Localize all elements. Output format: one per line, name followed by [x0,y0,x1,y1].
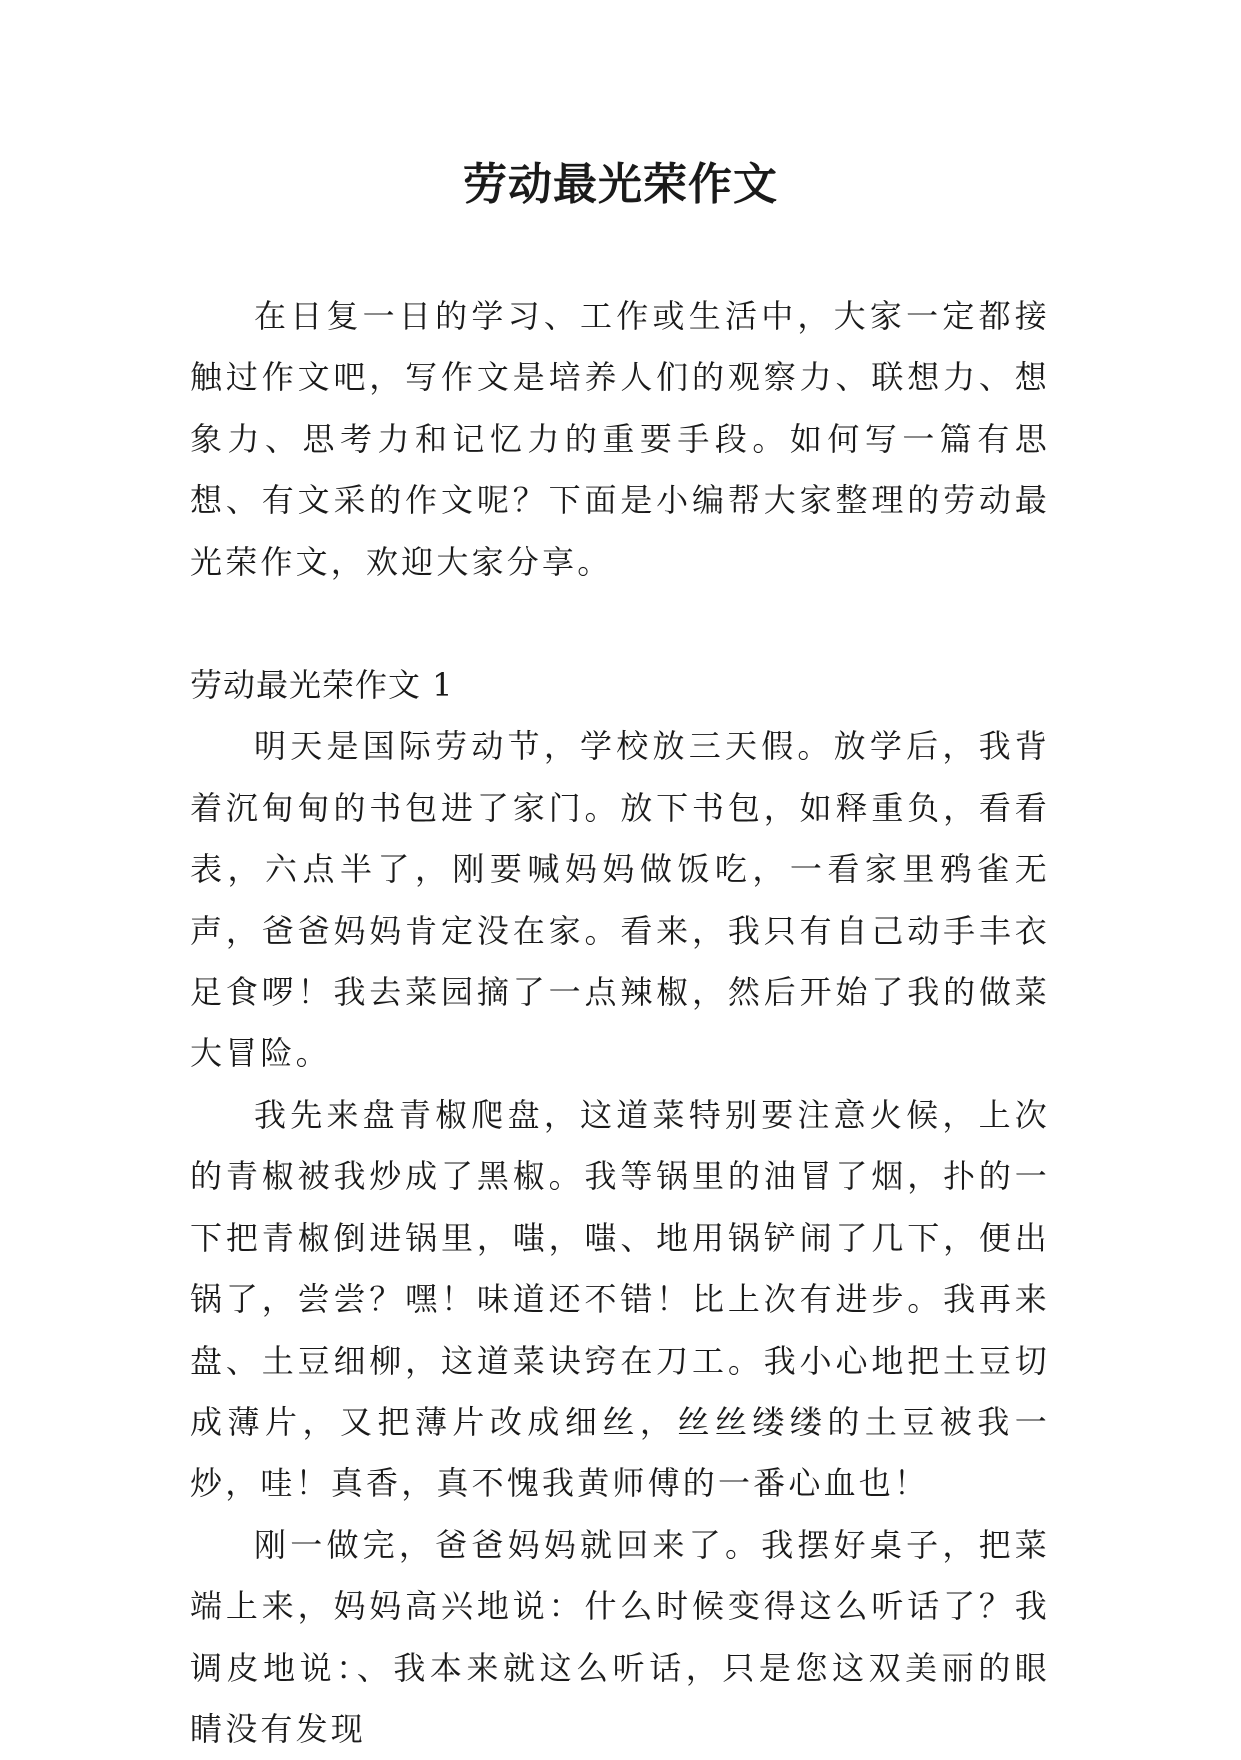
body-paragraph: 明天是国际劳动节，学校放三天假。放学后，我背着沉甸甸的书包进了家门。放下书包，如释重负，看看表，六点半了，刚要喊妈妈做饭吃，一看家里鸦雀无声，爸爸妈妈肯定没在家。看来，我只有自己动手丰衣足食啰！我去菜园摘了一点辣椒，然后开始了我的做菜大冒险。 [190,727,1050,1073]
intro-paragraph: 在日复一日的学习、工作或生活中，大家一定都接触过作文吧，写作文是培养人们的观察力、联想力、想象力、思考力和记忆力的重要手段。如何写一篇有思想、有文采的作文呢？下面是小编帮大家整理的劳动最光荣作文，欢迎大家分享。 [190,297,1050,581]
document-body [190,286,1050,1760]
section-heading: 劳动最光荣作文 1 [190,666,454,705]
document-title: 劳动最光荣作文 [463,159,778,210]
body-paragraph: 我先来盘青椒爬盘，这道菜特别要注意火候，上次的青椒被我炒成了黑椒。我等锅里的油冒了烟，扑的一下把青椒倒进锅里，嗤，嗤、地用锅铲闹了几下，便出锅了，尝尝？嘿！味道还不错！比上次有进步。我再来盘、土豆细柳，这道菜诀窍在刀工。我小心地把土豆切成薄片，又把薄片改成细丝，丝丝缕缕的土豆被我一炒，哇！真香，真不愧我黄师傅的一番心血也！ [190,1095,1050,1503]
body-paragraph: 刚一做完，爸爸妈妈就回来了。我摆好桌子，把菜端上来，妈妈高兴地说：什么时候变得这么听话了？我调皮地说：、我本来就这么听话，只是您这双美丽的眼睛没有发现 [190,1525,1050,1748]
